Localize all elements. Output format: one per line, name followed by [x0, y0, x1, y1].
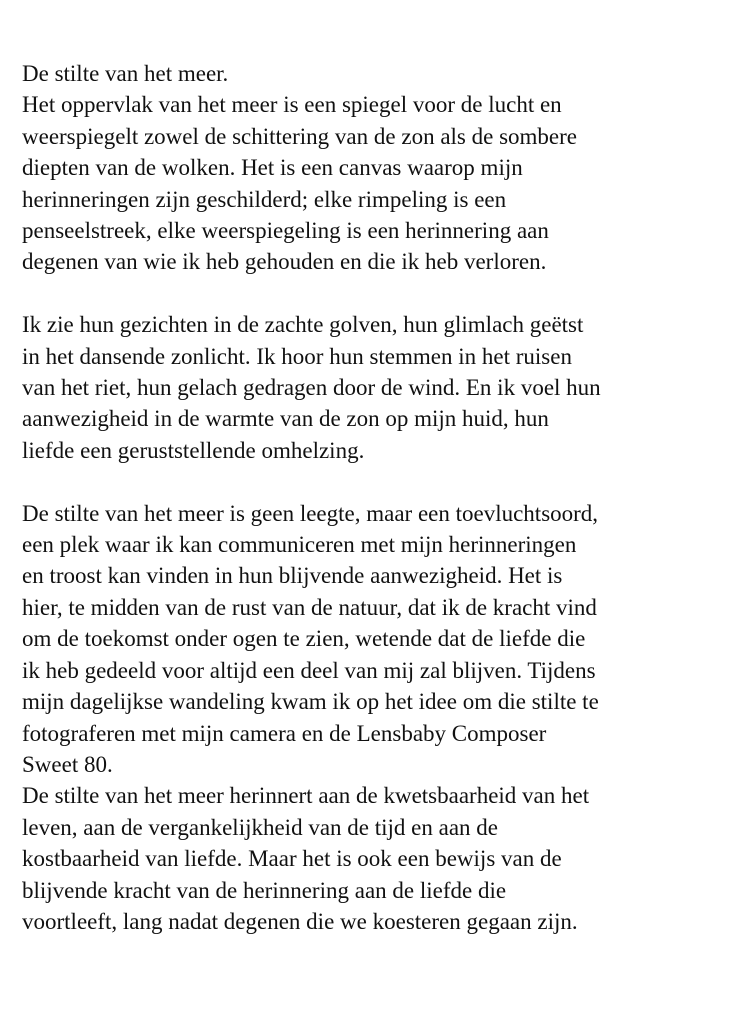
paragraph-line: mijn dagelijkse wandeling kwam ik op het idee om die stilte te	[22, 689, 599, 715]
paragraph-line: kostbaarheid van liefde. Maar het is ook een bewijs van de	[22, 846, 562, 872]
paragraph-2	[22, 309, 722, 466]
paragraph-line: weerspiegelt zowel de schittering van de zon als de sombere	[22, 123, 577, 149]
document-title: De stilte van het meer.	[22, 61, 229, 86]
paragraph-line: De stilte van het meer is geen leegte, maar een toevluchtsoord,	[22, 500, 599, 526]
paragraph-line: van het riet, hun gelach gedragen door de wind. En ik voel hun	[22, 375, 601, 401]
paragraph-line: een plek waar ik kan communiceren met mijn herinneringen	[22, 532, 577, 558]
paragraph-line: en troost kan vinden in hun blijvende aanwezigheid. Het is	[22, 563, 563, 589]
paragraph-line: hier, te midden van de rust van de natuur, dat ik de kracht vind	[22, 594, 597, 620]
paragraph-line: Het oppervlak van het meer is een spiegel voor de lucht en	[22, 92, 562, 118]
paragraph-line: in het dansende zonlicht. Ik hoor hun stemmen in het ruisen	[22, 343, 572, 369]
paragraph-line: blijvende kracht van de herinnering aan de liefde die	[22, 877, 507, 903]
paragraph-line: degenen van wie ik heb gehouden en die ik heb verloren.	[22, 249, 547, 275]
paragraph-line: diepten van de wolken. Het is een canvas waarop mijn	[22, 155, 523, 181]
paragraph-line: voortleeft, lang nadat degenen die we koesteren gegaan zijn.	[22, 908, 578, 934]
paragraph-line: aanwezigheid in de warmte van de zon op mijn huid, hun	[22, 406, 549, 432]
paragraph-line: leven, aan de vergankelijkheid van de tijd en aan de	[22, 814, 498, 840]
paragraph-gap	[22, 466, 722, 497]
paragraph-line: fotograferen met mijn camera en de Lensbaby Composer	[22, 720, 547, 746]
paragraph-gap	[22, 278, 722, 309]
paragraph-line: om de toekomst onder ogen te zien, wetende dat de liefde die	[22, 626, 586, 652]
paragraph-line: herinneringen zijn geschilderd; elke rimpeling is een	[22, 186, 507, 212]
paragraph-line: Ik zie hun gezichten in de zachte golven, hun glimlach geëtst	[22, 312, 584, 338]
paragraph-line: penseelstreek, elke weerspiegeling is een herinnering aan	[22, 218, 549, 244]
paragraph-line: ik heb gedeeld voor altijd een deel van mij zal blijven. Tijdens	[22, 657, 596, 683]
paragraph-line: liefde een geruststellende omhelzing.	[22, 437, 365, 463]
paragraph-1	[22, 89, 722, 277]
paragraph-3	[22, 498, 722, 781]
paragraph-4	[22, 780, 722, 937]
paragraph-line: Sweet 80.	[22, 751, 113, 777]
paragraph-line: De stilte van het meer herinnert aan de kwetsbaarheid van het	[22, 783, 590, 809]
document-page	[22, 58, 722, 937]
